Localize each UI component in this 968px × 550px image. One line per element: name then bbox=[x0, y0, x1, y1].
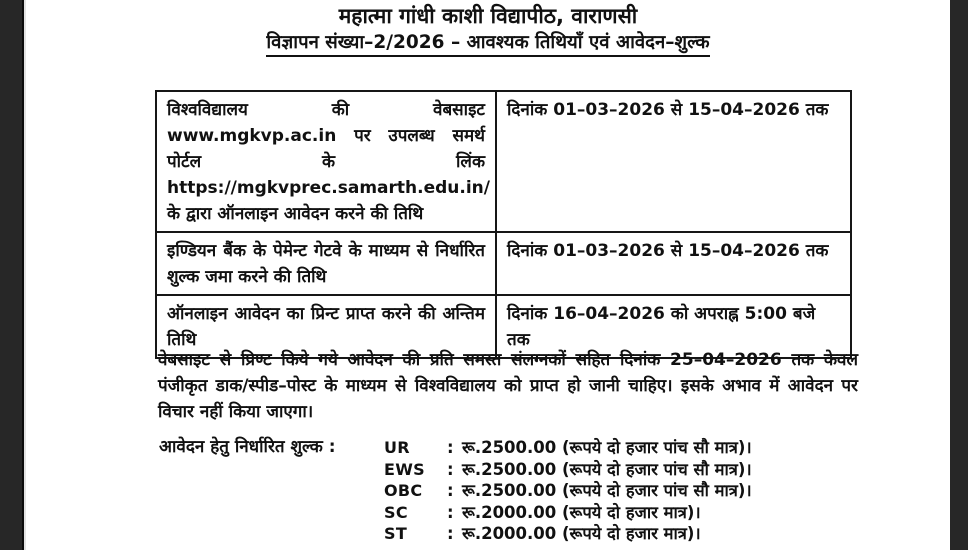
schedule-date: दिनांक 16–04–2026 को अपराह्न 5:00 बजे तक bbox=[496, 295, 851, 358]
subtitle-row bbox=[26, 32, 950, 57]
schedule-date: दिनांक 01–03–2026 से 15–04–2026 तक bbox=[496, 91, 851, 232]
document-page bbox=[26, 0, 950, 550]
fee-row bbox=[384, 480, 752, 502]
fee-amount: रू.2500.00 (रूपये दो हजार पांच सौ मात्र)। bbox=[462, 481, 752, 501]
fee-colon: : bbox=[447, 481, 454, 501]
fee-colon: : bbox=[447, 459, 454, 479]
pdf-viewer-gutter-right bbox=[949, 0, 968, 550]
fees-section bbox=[159, 437, 752, 545]
fees-list bbox=[384, 437, 752, 545]
fee-row bbox=[384, 437, 752, 459]
table-row bbox=[156, 232, 851, 295]
fee-colon: : bbox=[447, 502, 454, 522]
schedule-date: दिनांक 01–03–2026 से 15–04–2026 तक bbox=[496, 232, 851, 295]
fee-category: SC bbox=[384, 502, 408, 522]
table-row bbox=[156, 91, 851, 232]
schedule-table bbox=[155, 90, 852, 359]
notice-subtitle: विज्ञापन संख्या–2/2026 – आवश्यक तिथियाँ एवं आवेदन–शुल्क bbox=[266, 32, 709, 57]
fee-category: UR bbox=[384, 438, 410, 457]
fee-category: ST bbox=[384, 524, 408, 544]
fee-colon: : bbox=[447, 438, 454, 457]
schedule-description: ऑनलाइन आवेदन का प्रिन्ट प्राप्त करने की अन्तिम तिथि bbox=[156, 295, 496, 358]
fee-row bbox=[384, 523, 752, 545]
page-title: महात्मा गांधी काशी विद्यापीठ, वाराणसी bbox=[338, 4, 638, 28]
fees-label: आवेदन हेतु निर्धारित शुल्क : bbox=[159, 437, 336, 457]
schedule-description: इण्डियन बैंक के पेमेन्ट गेटवे के माध्यम से निर्धारित शुल्क जमा करने की तिथि bbox=[156, 232, 496, 295]
fee-row bbox=[384, 502, 752, 524]
pdf-viewer-gutter-left bbox=[0, 0, 24, 550]
fee-category: EWS bbox=[384, 459, 426, 479]
note-paragraph: वेबसाइट से प्रिण्ट किये गये आवेदन की प्रति समस्त संलग्नकों सहित दिनांक 25–04–2026 तक केवल पंजीकृत डाक/स्पीड–पोस्ट के माध्यम से विश्वविद्यालय को प्राप्त हो जानी चाहिए। इसके अभाव में आवेदन पर विचार नहीं किया जाएगा। bbox=[158, 350, 858, 422]
fee-amount: रू.2000.00 (रूपये दो हजार मात्र)। bbox=[462, 524, 701, 544]
fee-amount: रू.2500.00 (रूपये दो हजार पांच सौ मात्र)। bbox=[462, 438, 752, 457]
schedule-description: विश्वविद्यालय की वेबसाइट www.mgkvp.ac.in पर उपलब्ध समर्थ पोर्टल के लिंक https://mgkvprec.samarth.edu.in/ के द्वारा ऑनलाइन आवेदन करने की तिथि bbox=[156, 91, 496, 232]
fee-colon: : bbox=[447, 524, 454, 544]
fee-category: OBC bbox=[384, 481, 423, 501]
fee-amount: रू.2500.00 (रूपये दो हजार पांच सौ मात्र)। bbox=[462, 459, 752, 479]
fee-row bbox=[384, 459, 752, 481]
fee-amount: रू.2000.00 (रूपये दो हजार मात्र)। bbox=[462, 502, 701, 522]
